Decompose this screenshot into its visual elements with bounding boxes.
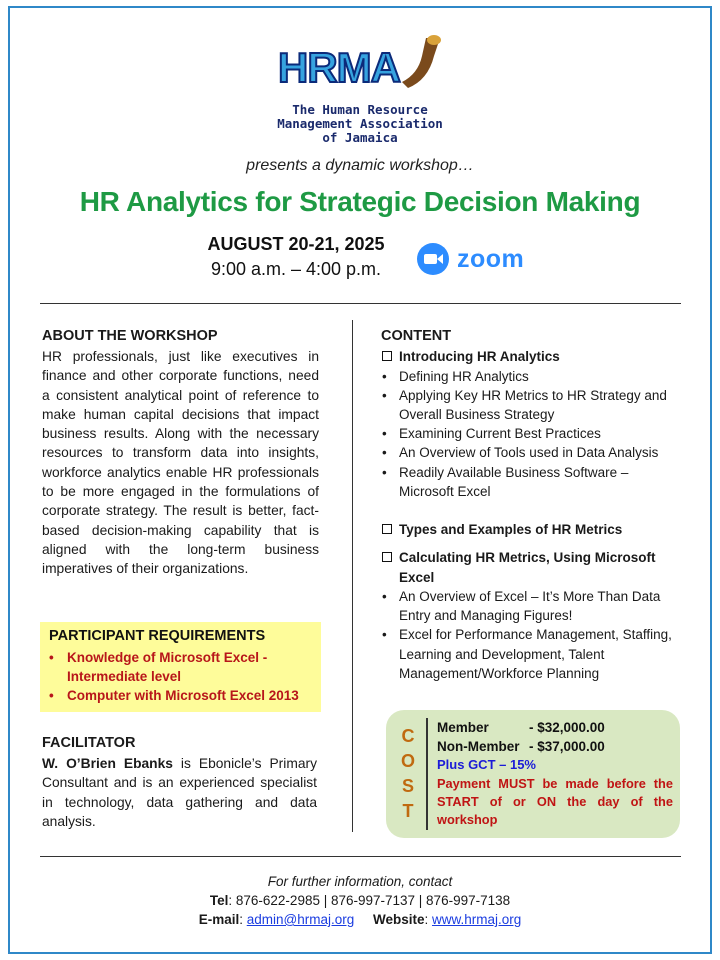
email-website-line: E-mail: admin@hrmaj.org Website: www.hrmaj.org — [198, 912, 522, 927]
cost-details — [437, 719, 673, 829]
member-price-row: Member - $32,000.00 — [437, 720, 605, 735]
requirements-heading: PARTICIPANT REQUIREMENTS — [49, 628, 266, 644]
content-item: • Examining Current Best Practices — [381, 424, 681, 443]
checkbox-icon — [382, 552, 392, 562]
workshop-time: 9:00 a.m. – 4:00 p.m. — [210, 259, 382, 279]
content-item: • An Overview of Excel – It’s More Than Data Entry and Managing Figures! — [381, 587, 681, 625]
hrmaj-logo-image — [276, 34, 446, 98]
checkbox-icon — [382, 524, 392, 534]
requirement-item: • Knowledge of Microsoft Excel - Intermediate level — [49, 648, 313, 686]
zoom-wordmark: zoom — [457, 244, 525, 273]
presents-text: presents a dynamic workshop… — [246, 157, 474, 174]
content-section-title: Introducing HR Analytics — [381, 347, 681, 367]
facilitator-text: is Ebonicle’s Primary Consultant and is an experienced specialist in technology, data gathering and data analysis. — [42, 756, 317, 829]
content-section-title: Types and Examples of HR Metrics — [381, 520, 681, 540]
zoom-camera-icon — [417, 243, 449, 275]
website-link[interactable]: www.hrmaj.org — [432, 912, 522, 927]
workshop-title: HR Analytics for Strategic Decision Making — [79, 186, 641, 217]
participant-requirements-box — [40, 622, 321, 712]
association-name — [240, 103, 480, 145]
content-section-title: Calculating HR Metrics, Using Microsoft Excel — [381, 548, 681, 587]
telephone-line: Tel: 876-622-2985 | 876-997-7137 | 876-997-7138 — [209, 893, 511, 908]
association-line: The Human Resource — [292, 102, 428, 117]
cost-divider — [426, 718, 428, 830]
svg-text:HRMA: HRMA — [278, 44, 400, 91]
checkbox-icon — [382, 351, 392, 361]
facilitator-body — [42, 754, 317, 831]
content-item: • Excel for Performance Management, Staffing, Learning and Development, Talent Management/Workforce Planning — [381, 625, 681, 683]
content-item: • Readily Available Business Software – Microsoft Excel — [381, 463, 681, 501]
content-list — [381, 367, 681, 501]
workshop-date: AUGUST 20-21, 2025 — [207, 234, 385, 254]
about-body: HR professionals, just like executives in finance and other corporate functions, need a consistent analytical point of reference to make human capital decisions that impact business results. Along with the necessary resources to transform data into insights, workforce analytics enable HR professionals to be more engaged in the formulations of corporate strategy. The result is better, fact-based decision-making capability that is aligned with the long-term business imperatives of their organizations. — [42, 349, 319, 577]
divider-top — [40, 303, 681, 304]
zoom-logo — [417, 242, 524, 276]
cost-box — [386, 710, 680, 838]
divider-bottom — [40, 856, 681, 857]
column-divider — [352, 320, 353, 832]
facilitator-heading: FACILITATOR — [42, 735, 136, 751]
nonmember-price-row: Non-Member - $37,000.00 — [437, 738, 605, 754]
about-heading: ABOUT THE WORKSHOP — [42, 328, 218, 344]
content-item: • Applying Key HR Metrics to HR Strategy and Overall Business Strategy — [381, 386, 681, 424]
contact-line: For further information, contact — [267, 874, 453, 889]
content-section — [381, 548, 681, 683]
association-line: of Jamaica — [322, 130, 398, 145]
hrmaj-logo — [276, 34, 446, 98]
requirement-item: • Computer with Microsoft Excel 2013 — [49, 686, 313, 705]
facilitator-name: W. O’Brien Ebanks — [42, 756, 173, 771]
content-item: • An Overview of Tools used in Data Analysis — [381, 443, 681, 462]
cost-label: C O S T — [400, 726, 415, 821]
payment-note: Payment MUST be made before the START of or ON the day of the workshop — [437, 775, 673, 827]
requirements-list — [49, 648, 313, 705]
content-list — [381, 587, 681, 683]
email-link[interactable]: admin@hrmaj.org — [246, 912, 355, 927]
content-section — [381, 347, 681, 501]
content-section — [381, 520, 681, 540]
content-heading: CONTENT — [381, 328, 452, 344]
gct-note: Plus GCT – 15% — [437, 757, 536, 772]
association-line: Management Association — [277, 116, 443, 131]
content-item: • Defining HR Analytics — [381, 367, 681, 386]
